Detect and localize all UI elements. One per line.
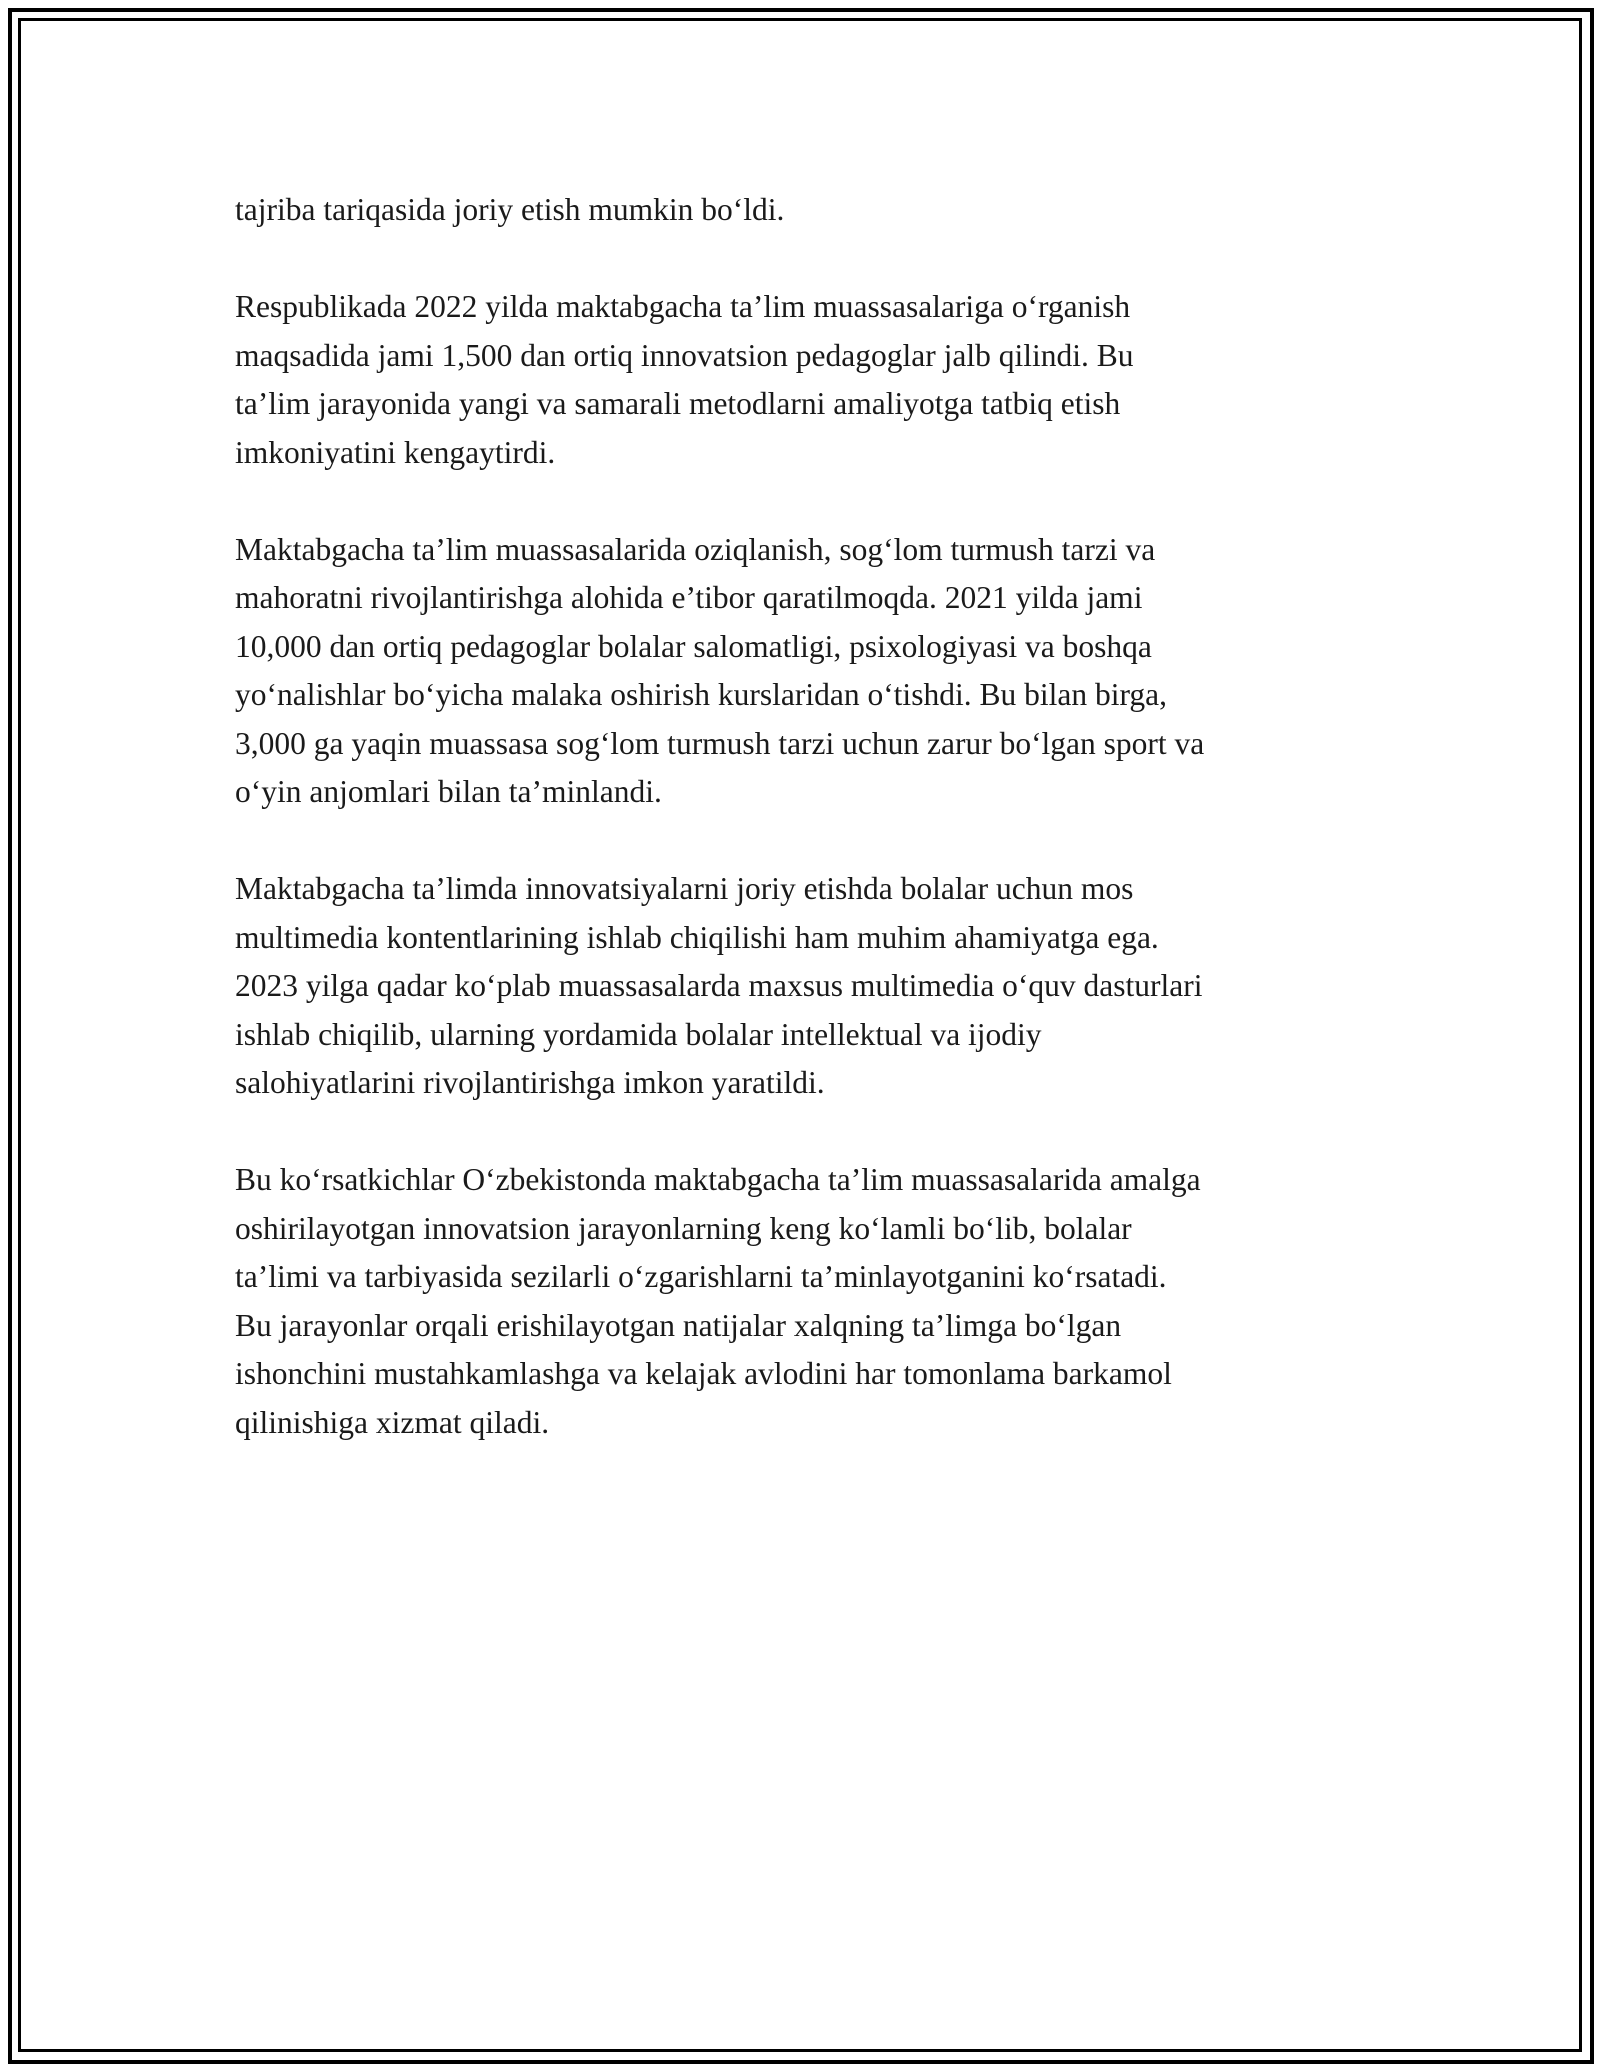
paragraph-3: Maktabgacha ta’lim muassasalarida oziqlanish, sog‘lom turmush tarzi va mahoratni rivojlantirishga alohida e’tibor qaratilmoqda. 2021 yilda jami 10,000 dan ortiq pedagoglar bolalar salomatligi, psixologiyasi va boshqa yo‘nalishlar bo‘yicha malaka oshirish kurslaridan o‘tishdi. Bu bilan birga, 3,000 ga yaqin muassasa sog‘lom turmush tarzi uchun zarur bo‘lgan sport va o‘yin anjomlari bilan ta’minlandi. xyxy=(235,531,1205,809)
paragraph-1: tajriba tariqasida joriy etish mumkin bo‘ldi. xyxy=(235,192,785,227)
paragraph-2: Respublikada 2022 yilda maktabgacha ta’lim muassasalariga o‘rganish maqsadida jami 1,500 dan ortiq innovatsion pedagoglar jalb qilindi. Bu ta’lim jarayonida yangi va samarali metodlarni amaliyotga tatbiq etish imkoniyatini kengaytirdi. xyxy=(235,289,1134,470)
document-body xyxy=(235,186,1375,1496)
paragraph-4: Maktabgacha ta’limda innovatsiyalarni joriy etishda bolalar uchun mos multimedia kontentlarining ishlab chiqilishi ham muhim ahamiyatga ega. 2023 yilga qadar ko‘plab muassasalarda maxsus multimedia o‘quv dasturlari ishlab chiqilib, ularning yordamida bolalar intellektual va ijodiy salohiyatlarini rivojlantirishga imkon yaratildi. xyxy=(235,871,1203,1100)
paragraph-5: Bu ko‘rsatkichlar O‘zbekistonda maktabgacha ta’lim muassasalarida amalga oshirilayotgan innovatsion jarayonlarning keng ko‘lamli bo‘lib, bolalar ta’limi va tarbiyasida sezilarli o‘zgarishlarni ta’minlayotganini ko‘rsatadi. Bu jarayonlar orqali erishilayotgan natijalar xalqning ta’limga bo‘lgan ishonchini mustahkamlashga va kelajak avlodini har tomonlama barkamol qilinishiga xizmat qiladi. xyxy=(235,1162,1201,1440)
